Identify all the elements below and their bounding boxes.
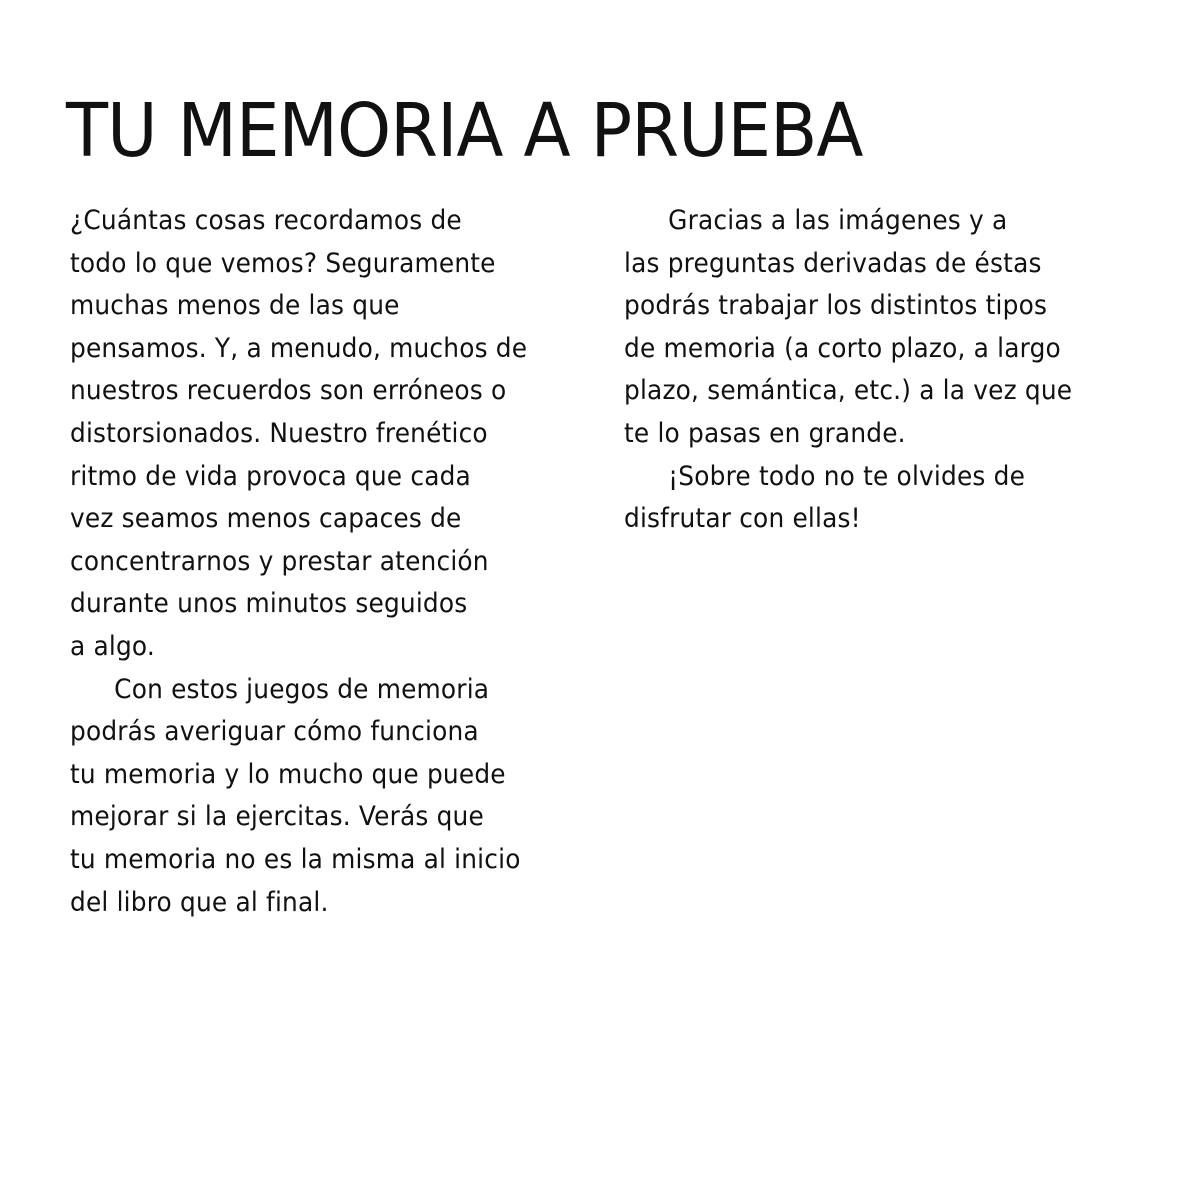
text-line: mejorar si la ejercitas. Verás que: [70, 801, 484, 833]
page-title: TU MEMORIA A PRUEBA: [66, 88, 863, 174]
left-column: [70, 200, 590, 924]
text-line: del libro que al final.: [70, 886, 329, 918]
text-line: plazo, semántica, etc.) a la vez que: [624, 375, 1073, 407]
text-line: muchas menos de las que: [70, 290, 400, 322]
text-line: todo lo que vemos? Seguramente: [70, 247, 496, 279]
text-line: ¡Sobre todo no te olvides de: [668, 460, 1026, 492]
paragraph-games: [70, 669, 590, 925]
text-line: Gracias a las imágenes y a: [668, 205, 1008, 236]
paragraph-enjoy: [624, 456, 1144, 541]
paragraph-images: [624, 200, 1144, 456]
text-line: podrás averiguar cómo funciona: [70, 716, 479, 748]
text-line: Con estos juegos de memoria: [114, 673, 490, 705]
text-line: durante unos minutos seguidos: [70, 588, 468, 620]
text-line: tu memoria y lo mucho que puede: [70, 758, 506, 790]
text-line: distorsionados. Nuestro frenético: [70, 417, 488, 449]
text-line: ritmo de vida provoca que cada: [70, 460, 471, 492]
right-column: [624, 200, 1144, 541]
text-line: podrás trabajar los distintos tipos: [624, 290, 1048, 322]
text-line: te lo pasas en grande.: [624, 417, 906, 449]
text-line: las preguntas derivadas de éstas: [624, 247, 1042, 279]
text-line: tu memoria no es la misma al inicio: [70, 843, 521, 875]
text-line: pensamos. Y, a menudo, muchos de: [70, 332, 528, 364]
text-line: disfrutar con ellas!: [624, 503, 861, 535]
paragraph-intro: [70, 200, 590, 669]
text-line: a algo.: [70, 630, 155, 662]
text-line: concentrarnos y prestar atención: [70, 545, 489, 577]
text-line: nuestros recuerdos son erróneos o: [70, 375, 507, 407]
text-line: ¿Cuántas cosas recordamos de: [70, 205, 462, 236]
text-line: vez seamos menos capaces de: [70, 503, 462, 535]
text-line: de memoria (a corto plazo, a largo: [624, 332, 1061, 364]
